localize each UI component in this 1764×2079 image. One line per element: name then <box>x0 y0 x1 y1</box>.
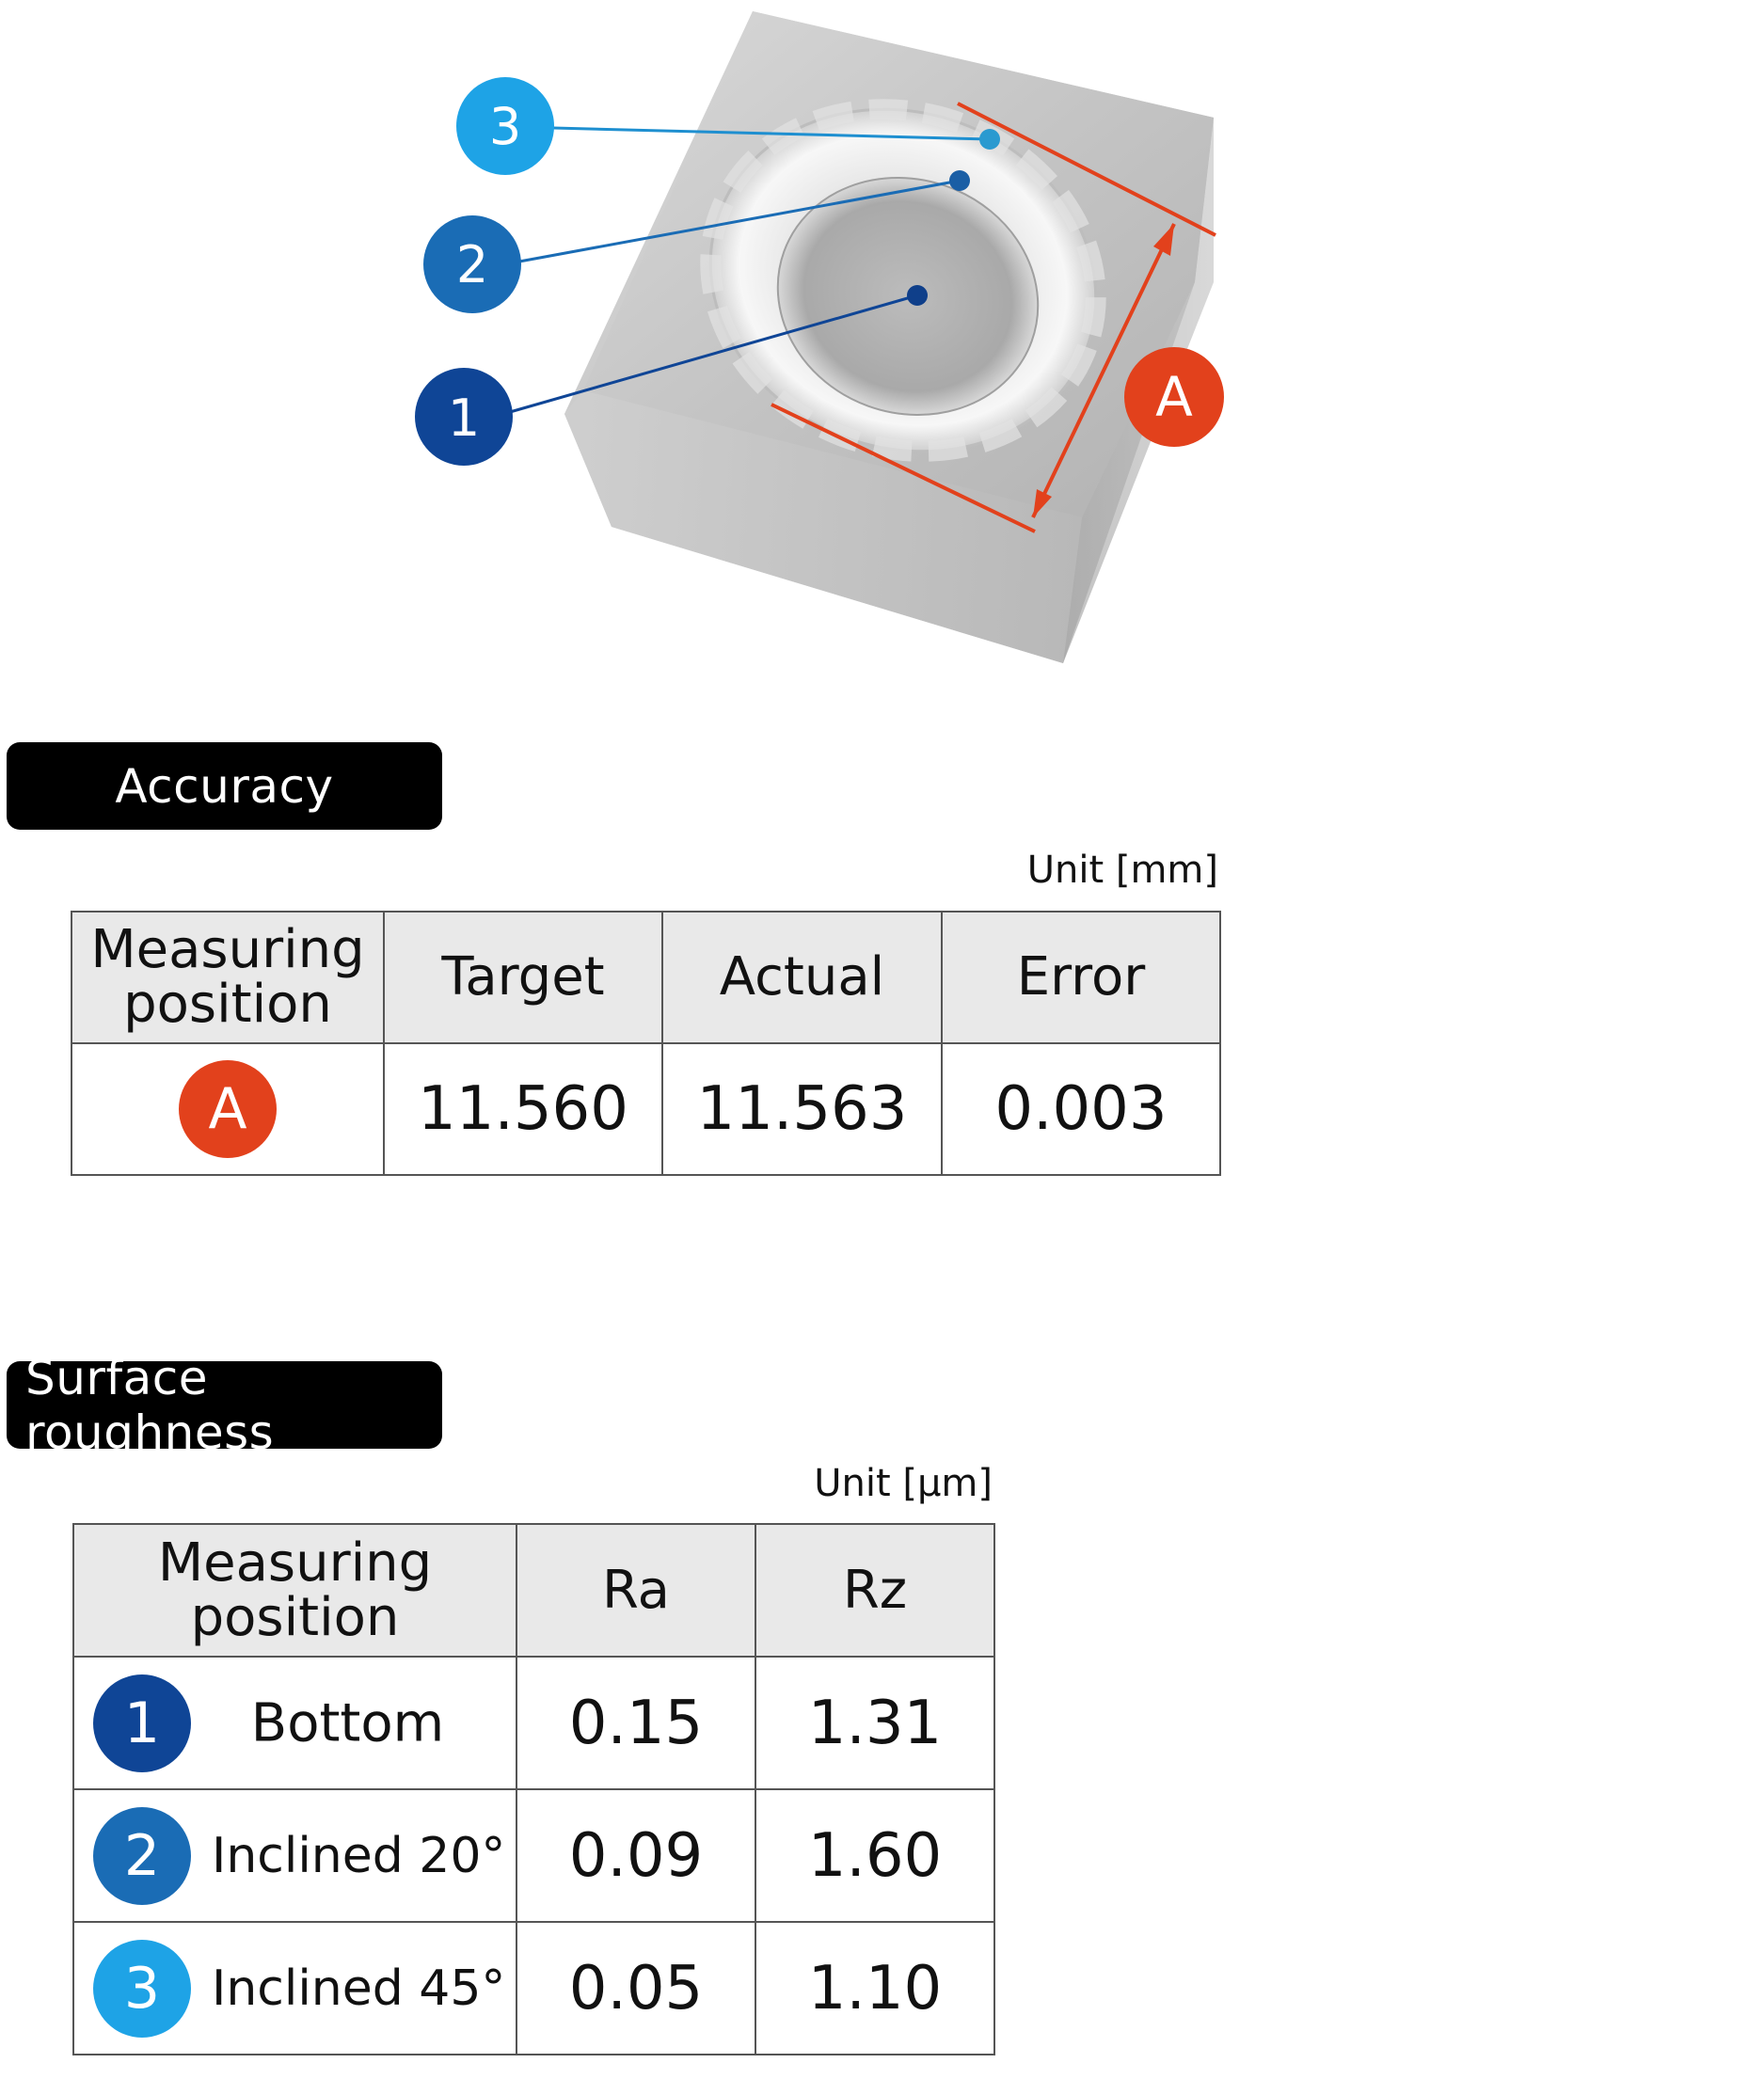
position-3-badge: 3 <box>93 1940 191 2038</box>
accuracy-position-cell <box>72 1043 384 1175</box>
position-2-badge: 2 <box>93 1807 191 1905</box>
position-label: Bottom <box>250 1692 445 1754</box>
accuracy-target-value: 11.560 <box>384 1043 662 1175</box>
callout-1-number: 1 <box>447 389 481 448</box>
accuracy-header-target: Target <box>384 912 662 1043</box>
accuracy-actual-value: 11.563 <box>662 1043 942 1175</box>
roughness-position-cell <box>73 1657 516 1789</box>
roughness-header-rz: Rz <box>755 1524 994 1657</box>
accuracy-header-error: Error <box>942 912 1220 1043</box>
table-row <box>73 1657 994 1789</box>
position-1-badge: 1 <box>93 1674 191 1772</box>
roughness-section-header <box>7 1350 442 1460</box>
roughness-title: Surface roughness <box>25 1350 275 1460</box>
accuracy-unit-label: Unit [mm] <box>1026 849 1218 892</box>
accuracy-header-actual: Actual <box>662 912 942 1043</box>
position-a-badge: A <box>179 1060 277 1158</box>
rz-value: 1.10 <box>755 1922 994 2055</box>
roughness-unit-label: Unit [μm] <box>814 1462 993 1505</box>
roughness-header-position: Measuring position <box>73 1524 516 1657</box>
ra-value: 0.05 <box>516 1922 755 2055</box>
dimension-a-label: A <box>1155 365 1193 429</box>
roughness-header-ra: Ra <box>516 1524 755 1657</box>
accuracy-header-row <box>72 912 1220 1043</box>
dimension-a-badge <box>1124 347 1224 447</box>
table-row <box>73 1789 994 1922</box>
accuracy-error-value: 0.003 <box>942 1043 1220 1175</box>
roughness-position-cell <box>73 1922 516 2055</box>
roughness-table <box>72 1523 995 2055</box>
table-row <box>73 1922 994 2055</box>
rz-value: 1.31 <box>755 1657 994 1789</box>
accuracy-title: Accuracy <box>115 758 334 814</box>
roughness-position-cell <box>73 1789 516 1922</box>
accuracy-header-position: Measuring position <box>72 912 384 1043</box>
position-label: Inclined 45° <box>212 1960 506 2017</box>
callout-2-number: 2 <box>455 235 489 294</box>
callout-3-number: 3 <box>488 97 522 156</box>
ra-value: 0.15 <box>516 1657 755 1789</box>
roughness-header-row <box>73 1524 994 1657</box>
position-label: Inclined 20° <box>212 1827 506 1884</box>
ra-value: 0.09 <box>516 1789 755 1922</box>
workpiece-illustration <box>0 0 1764 677</box>
accuracy-table <box>71 911 1221 1176</box>
table-row <box>72 1043 1220 1175</box>
rz-value: 1.60 <box>755 1789 994 1922</box>
accuracy-section-header <box>7 742 442 830</box>
